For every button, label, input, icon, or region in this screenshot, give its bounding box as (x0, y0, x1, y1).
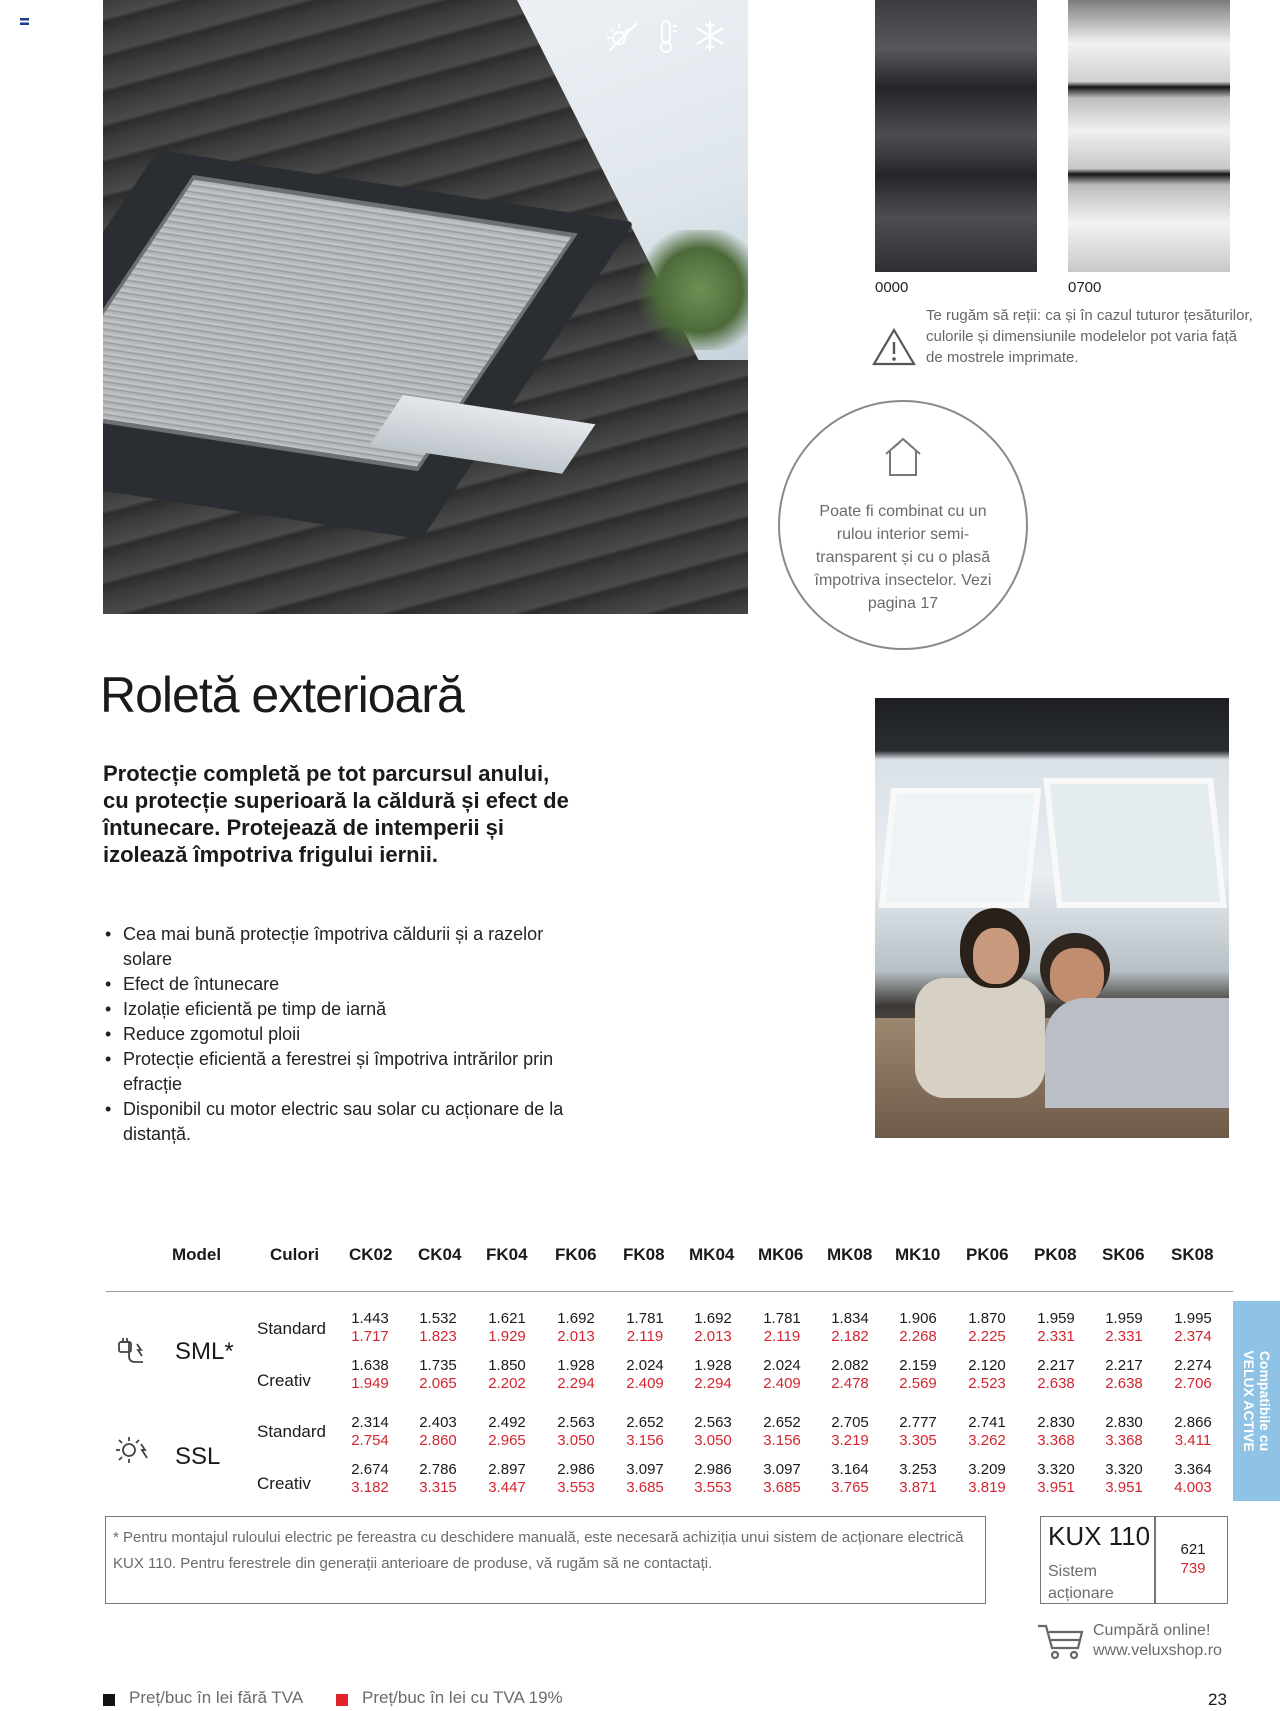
gross-price: 3.182 (351, 1479, 389, 1496)
column-header: CK02 (349, 1245, 393, 1264)
feature-item: • Efect de întunecare (103, 972, 573, 997)
price-cell (342, 1461, 398, 1497)
net-price: 2.986 (694, 1461, 732, 1478)
net-price: 3.097 (763, 1461, 801, 1478)
legend-gross-swatch (336, 1694, 348, 1706)
weather-icons (605, 18, 729, 58)
column-header: MK08 (827, 1245, 873, 1264)
gross-price: 3.685 (626, 1479, 664, 1496)
gross-price: 2.523 (968, 1375, 1006, 1392)
gross-price: 2.294 (694, 1375, 732, 1392)
gross-price: 2.569 (899, 1375, 937, 1392)
price-cell (754, 1310, 810, 1346)
price-cell (617, 1414, 673, 1450)
price-cell (1028, 1414, 1084, 1450)
gross-price: 3.156 (626, 1432, 664, 1449)
price-cell (342, 1414, 398, 1450)
net-price: 2.830 (1105, 1414, 1143, 1431)
price-table-header (172, 1245, 1222, 1269)
price-cell (410, 1461, 466, 1497)
net-price: 3.320 (1105, 1461, 1143, 1478)
price-cell (822, 1414, 878, 1450)
kux-net-price: 621 (1180, 1541, 1206, 1558)
gross-price: 2.225 (968, 1328, 1006, 1345)
price-cell (685, 1310, 741, 1346)
net-price: 2.674 (351, 1461, 389, 1478)
color-label: Creativ (257, 1371, 311, 1390)
gross-price: 1.929 (488, 1328, 526, 1345)
combination-callout (778, 400, 1028, 650)
swatch-0000 (875, 0, 1037, 272)
price-cell (1096, 1414, 1152, 1450)
net-price: 1.928 (557, 1357, 595, 1374)
feature-item: • Izolație eficientă pe timp de iarnă (103, 997, 573, 1022)
net-price: 1.870 (968, 1310, 1006, 1327)
shop-url[interactable]: www.veluxshop.ro (1093, 1642, 1222, 1659)
net-price: 1.959 (1105, 1310, 1143, 1327)
gross-price: 3.411 (1174, 1432, 1212, 1449)
column-header: MK06 (758, 1245, 804, 1264)
gross-price: 3.219 (831, 1432, 869, 1449)
price-cell (685, 1414, 741, 1450)
price-cell (959, 1414, 1015, 1450)
gross-price: 2.182 (831, 1328, 869, 1345)
model-ssl: SSL (175, 1443, 221, 1470)
gross-price: 2.860 (419, 1432, 457, 1449)
net-price: 1.638 (351, 1357, 389, 1374)
price-cell (479, 1310, 535, 1346)
price-cell (754, 1414, 810, 1450)
gross-price: 1.823 (419, 1328, 457, 1345)
gross-price: 2.119 (626, 1328, 664, 1345)
net-price: 2.741 (968, 1414, 1006, 1431)
gross-price: 3.305 (899, 1432, 937, 1449)
gross-price: 3.553 (557, 1479, 595, 1496)
gross-price: 2.409 (626, 1375, 664, 1392)
flag-mark (20, 18, 29, 25)
gross-price: 2.268 (899, 1328, 937, 1345)
gross-price: 3.050 (557, 1432, 595, 1449)
net-price: 3.320 (1037, 1461, 1075, 1478)
price-cell (685, 1461, 741, 1497)
gross-price: 1.949 (351, 1375, 389, 1392)
price-cell (754, 1461, 810, 1497)
net-price: 3.097 (626, 1461, 664, 1478)
model-sml: SML* (175, 1338, 234, 1365)
price-cell (617, 1310, 673, 1346)
gross-price: 3.262 (968, 1432, 1006, 1449)
gross-price: 3.685 (763, 1479, 801, 1496)
net-price: 2.314 (351, 1414, 389, 1431)
price-cell (1096, 1461, 1152, 1497)
cart-icon (1036, 1622, 1086, 1662)
price-cell (822, 1461, 878, 1497)
column-header: Model (172, 1245, 222, 1264)
net-price: 2.652 (626, 1414, 664, 1431)
gross-price: 2.013 (694, 1328, 732, 1345)
net-price: 1.959 (1037, 1310, 1075, 1327)
column-header: MK04 (689, 1245, 735, 1264)
price-cell (342, 1310, 398, 1346)
gross-price: 2.294 (557, 1375, 595, 1392)
price-cell (1096, 1310, 1152, 1346)
price-cell (959, 1310, 1015, 1346)
price-cell (548, 1357, 604, 1393)
price-cell (548, 1461, 604, 1497)
column-header: FK06 (555, 1245, 597, 1264)
price-cell (685, 1357, 741, 1393)
gross-price: 3.951 (1105, 1479, 1143, 1496)
net-price: 2.274 (1174, 1357, 1212, 1374)
price-cell (1028, 1461, 1084, 1497)
column-header: Culori (270, 1245, 320, 1264)
legend-net-text: Preț/buc în lei fără TVA (129, 1688, 304, 1707)
net-price: 2.830 (1037, 1414, 1075, 1431)
net-price: 1.781 (763, 1310, 801, 1327)
gross-price: 3.553 (694, 1479, 732, 1496)
feature-item: • Cea mai bună protecție împotriva căldurii și a razelor solare (103, 922, 573, 972)
swatch-label-0700: 0700 (1068, 279, 1102, 296)
gross-price: 2.374 (1174, 1328, 1212, 1345)
price-cell (890, 1357, 946, 1393)
price-cell (410, 1310, 466, 1346)
color-label: Creativ (257, 1474, 311, 1493)
net-price: 2.777 (899, 1414, 937, 1431)
gross-price: 2.013 (557, 1328, 595, 1345)
price-cell (890, 1414, 946, 1450)
gross-price: 2.638 (1105, 1375, 1143, 1392)
price-cell (959, 1461, 1015, 1497)
price-cell (479, 1461, 535, 1497)
gross-price: 2.202 (488, 1375, 526, 1392)
net-price: 2.217 (1105, 1357, 1143, 1374)
solar-icon (115, 1434, 151, 1466)
color-label: Standard (257, 1422, 326, 1441)
price-cell (1165, 1357, 1221, 1393)
gross-price: 2.331 (1037, 1328, 1075, 1345)
feature-item: • Reduce zgomotul ploii (103, 1022, 573, 1047)
price-cell (1165, 1310, 1221, 1346)
kux-110-price-box (1040, 1516, 1228, 1604)
shop-online-link[interactable] (1093, 1621, 1222, 1661)
price-cell (1165, 1414, 1221, 1450)
net-price: 2.217 (1037, 1357, 1075, 1374)
feature-item: • Disponibil cu motor electric sau solar cu acționare de la distanță. (103, 1097, 573, 1147)
gross-price: 3.315 (419, 1479, 457, 1496)
gross-price: 2.065 (419, 1375, 457, 1392)
gross-price: 2.965 (488, 1432, 526, 1449)
net-price: 2.986 (557, 1461, 595, 1478)
house-icon (883, 436, 923, 478)
warning-icon (872, 327, 916, 367)
net-price: 3.209 (968, 1461, 1006, 1478)
gross-price: 2.331 (1105, 1328, 1143, 1345)
shop-cta[interactable]: Cumpără online! (1093, 1622, 1211, 1639)
net-price: 2.866 (1174, 1414, 1212, 1431)
price-cell (548, 1310, 604, 1346)
column-header: MK10 (895, 1245, 941, 1264)
net-price: 2.024 (626, 1357, 664, 1374)
sun-icon (605, 18, 639, 54)
kux-description: Sistem acționare (1048, 1563, 1114, 1602)
gross-price: 3.447 (488, 1479, 526, 1496)
net-price: 2.897 (488, 1461, 526, 1478)
net-price: 2.403 (419, 1414, 457, 1431)
price-cell (822, 1357, 878, 1393)
column-header: CK04 (418, 1245, 462, 1264)
net-price: 2.024 (763, 1357, 801, 1374)
price-cell (1165, 1461, 1221, 1497)
net-price: 1.928 (694, 1357, 732, 1374)
gross-price: 3.368 (1037, 1432, 1075, 1449)
column-header: FK08 (623, 1245, 665, 1264)
velux-active-tab (1233, 1301, 1280, 1501)
combination-callout-text: Poate fi combinat cu un rulou interior semi-transparent și cu o plasă împotriva insectelor. Vezi pagina 17 (814, 503, 992, 612)
feature-list (103, 922, 573, 1147)
price-cell (754, 1357, 810, 1393)
electric-plug-icon (115, 1336, 151, 1368)
net-price: 1.692 (557, 1310, 595, 1327)
gross-price: 2.706 (1174, 1375, 1212, 1392)
gross-price: 2.478 (831, 1375, 869, 1392)
price-cell (342, 1357, 398, 1393)
page-title: Roletă exterioară (100, 667, 464, 723)
gross-price: 2.754 (351, 1432, 389, 1449)
price-cell (1096, 1357, 1152, 1393)
net-price: 2.563 (694, 1414, 732, 1431)
gross-price: 3.951 (1037, 1479, 1075, 1496)
column-header: FK04 (486, 1245, 528, 1264)
price-cell (890, 1310, 946, 1346)
net-price: 2.120 (968, 1357, 1006, 1374)
lead-paragraph: Protecție completă pe tot parcursul anului, cu protecție superioară la căldură și efect de întunecare. Protejează de intemperii și izolează împotriva frigului iernii. (103, 761, 569, 867)
price-cell (890, 1461, 946, 1497)
gross-price: 3.050 (694, 1432, 732, 1449)
net-price: 2.652 (763, 1414, 801, 1431)
gross-price: 4.003 (1174, 1479, 1212, 1496)
price-cell (617, 1357, 673, 1393)
column-header: SK06 (1102, 1245, 1145, 1264)
net-price: 1.532 (419, 1310, 457, 1327)
price-cell (822, 1310, 878, 1346)
net-price: 2.159 (899, 1357, 937, 1374)
page-number: 23 (1208, 1690, 1227, 1709)
table-divider (106, 1291, 1233, 1292)
legend-gross-text: Preț/buc în lei cu TVA 19% (362, 1688, 563, 1707)
net-price: 1.995 (1174, 1310, 1212, 1327)
kux-gross-price: 739 (1180, 1560, 1206, 1577)
price-cell (548, 1414, 604, 1450)
velux-active-tab-line2: VELUX ACTIVE (1241, 1350, 1257, 1452)
gross-price: 3.819 (968, 1479, 1006, 1496)
price-cell (410, 1414, 466, 1450)
net-price: 1.906 (899, 1310, 937, 1327)
color-variation-notice: Te rugăm să reții: ca și în cazul tuturor țesăturilor, culorile și dimensiunile modelelor pot varia față de mostrele imprimate. (926, 307, 1253, 366)
hero-roof-shutter-photo (103, 0, 748, 614)
color-label: Standard (257, 1319, 326, 1338)
net-price: 2.705 (831, 1414, 869, 1431)
gross-price: 3.156 (763, 1432, 801, 1449)
price-cell (479, 1357, 535, 1393)
legend-net-swatch (103, 1694, 115, 1706)
swatch-label-0000: 0000 (875, 279, 909, 296)
velux-active-tab-line1: Compatibile cu (1257, 1350, 1273, 1452)
net-price: 2.492 (488, 1414, 526, 1431)
price-cell (959, 1357, 1015, 1393)
thermometer-icon (649, 18, 683, 54)
gross-price: 2.409 (763, 1375, 801, 1392)
net-price: 3.364 (1174, 1461, 1212, 1478)
price-cell (410, 1357, 466, 1393)
net-price: 1.781 (626, 1310, 664, 1327)
net-price: 1.735 (419, 1357, 457, 1374)
net-price: 1.850 (488, 1357, 526, 1374)
feature-item: • Protecție eficientă a ferestrei și împotriva intrărilor prin efracție (103, 1047, 573, 1097)
net-price: 3.253 (899, 1461, 937, 1478)
gross-price: 3.368 (1105, 1432, 1143, 1449)
snowflake-icon (693, 18, 727, 54)
kux-model: KUX 110 (1048, 1521, 1151, 1551)
column-header: SK08 (1171, 1245, 1214, 1264)
net-price: 1.692 (694, 1310, 732, 1327)
price-cell (617, 1461, 673, 1497)
net-price: 2.563 (557, 1414, 595, 1431)
net-price: 2.082 (831, 1357, 869, 1374)
price-cell (479, 1414, 535, 1450)
price-cell (1028, 1310, 1084, 1346)
net-price: 1.834 (831, 1310, 869, 1327)
net-price: 3.164 (831, 1461, 869, 1478)
net-price: 1.621 (488, 1310, 526, 1327)
price-cell (1028, 1357, 1084, 1393)
column-header: PK06 (966, 1245, 1009, 1264)
column-header: PK08 (1034, 1245, 1077, 1264)
swatch-0700 (1068, 0, 1230, 272)
gross-price: 3.765 (831, 1479, 869, 1496)
family-under-roof-window-photo (875, 698, 1229, 1138)
net-price: 2.786 (419, 1461, 457, 1478)
gross-price: 2.638 (1037, 1375, 1075, 1392)
net-price: 1.443 (351, 1310, 389, 1327)
gross-price: 3.871 (899, 1479, 937, 1496)
gross-price: 2.119 (763, 1328, 801, 1345)
gross-price: 1.717 (351, 1328, 389, 1345)
footnote-box: * Pentru montajul ruloului electric pe fereastra cu deschidere manuală, este necesară achiziția unui sistem de acționare electrică KUX 110. Pentru ferestrele din generații anterioare de produse, vă rugăm să ne contactați. (105, 1516, 986, 1604)
